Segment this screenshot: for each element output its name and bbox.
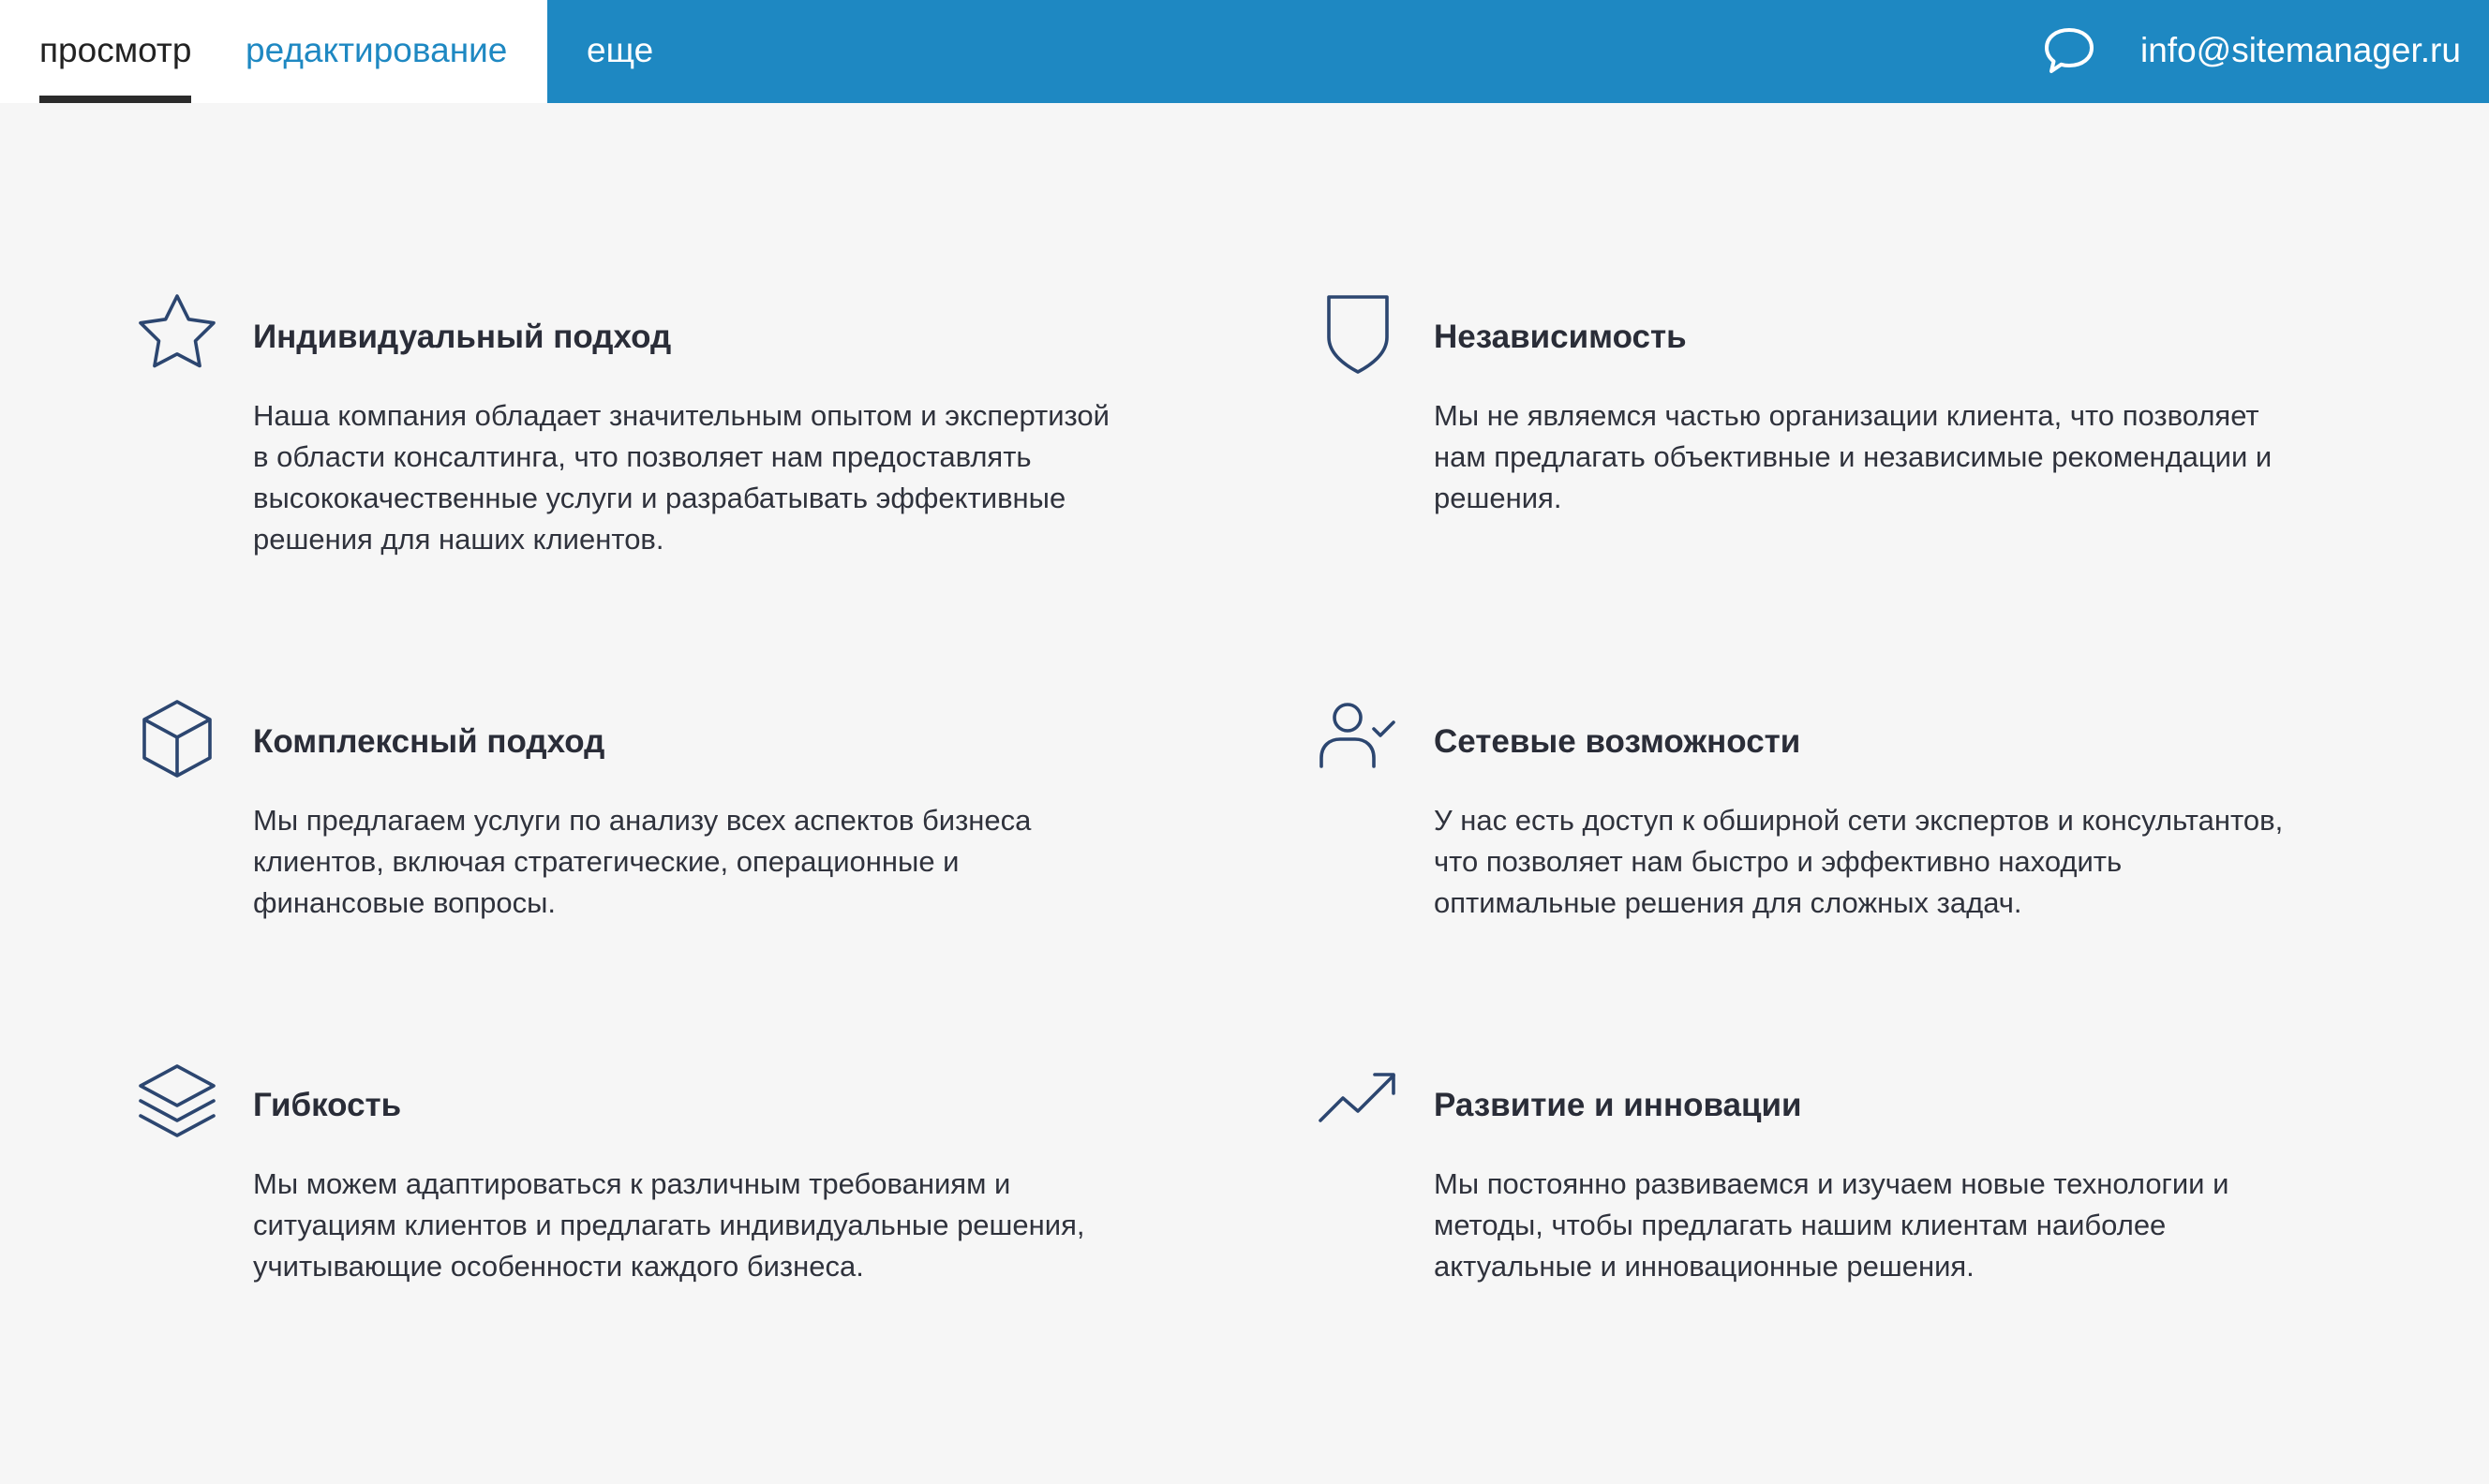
feature-description: Мы предлагаем услуги по анализу всех аспектов бизнеса клиентов, включая стратегические, операционные и финансовые вопросы. [253, 804, 1032, 919]
trending-up-icon [1318, 1062, 1398, 1143]
feature-description: Наша компания обладает значительным опытом и экспертизой в области консалтинга, что позволяет нам предоставлять высококачественные услуги и разрабатывать эффективные решения для наших клиентов. [253, 399, 1110, 556]
shield-icon [1318, 294, 1398, 375]
feature-title: Развитие и инновации [1434, 1087, 1802, 1123]
feature-title: Комплексный подход [253, 723, 605, 760]
cube-icon [137, 699, 217, 779]
feature-title: Независимость [1434, 319, 1687, 355]
tab-edit[interactable]: редактирование [246, 31, 508, 69]
contact-email-link[interactable]: info@sitemanager.ru [2140, 31, 2461, 69]
feature-title: Индивидуальный подход [253, 319, 672, 355]
tab-view[interactable]: просмотр [39, 0, 191, 103]
mode-tabs [0, 0, 547, 103]
user-check-icon [1318, 699, 1398, 779]
feature-description: У нас есть доступ к обширной сети экспертов и консультантов, что позволяет нам быстро и эффективно находить оптимальные решения для сложных задач. [1434, 804, 2284, 919]
feature-title: Сетевые возможности [1434, 723, 1801, 760]
feature-description: Мы можем адаптироваться к различным требованиям и ситуациям клиентов и предлагать индивидуальные решения, учитывающие особенности каждого бизнеса. [253, 1167, 1085, 1283]
star-icon [137, 294, 217, 375]
feature-description: Мы не являемся частью организации клиента, что позволяет нам предлагать объективные и независимые рекомендации и решения. [1434, 399, 2273, 514]
feature-title: Гибкость [253, 1087, 402, 1123]
layers-icon [137, 1062, 217, 1143]
tab-more[interactable]: еще [587, 31, 654, 69]
top-bar [0, 0, 2489, 103]
feature-description: Мы постоянно развиваемся и изучаем новые технологии и методы, чтобы предлагать нашим клиентам наиболее актуальные и инновационные решения. [1434, 1167, 2229, 1283]
chat-bubble-icon[interactable] [2043, 24, 2095, 77]
